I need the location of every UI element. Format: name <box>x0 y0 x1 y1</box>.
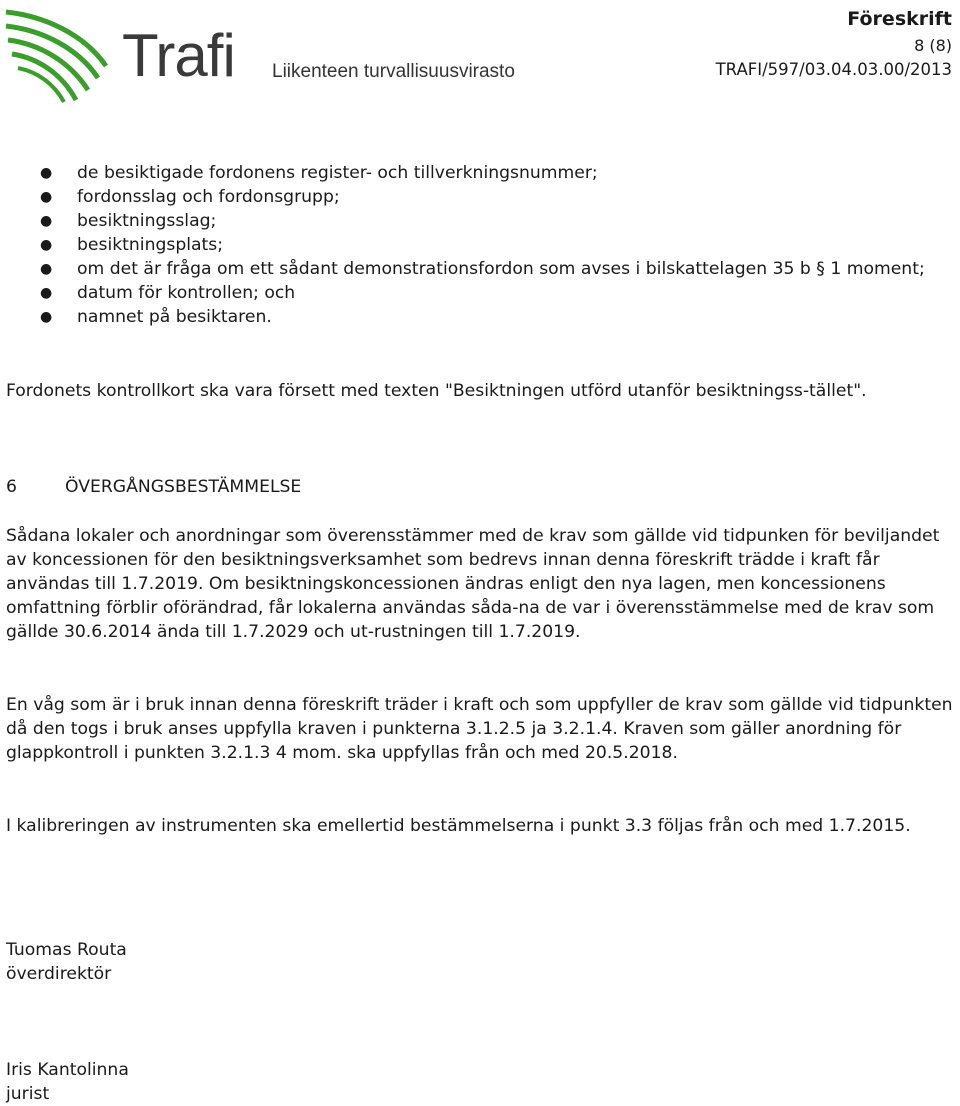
section-title: ÖVERGÅNGSBESTÄMMELSE <box>65 477 302 497</box>
signatory-1-name: Tuomas Routa <box>6 940 127 960</box>
list-item: ● besiktningsplats; <box>40 235 224 255</box>
bullet-icon: ● <box>40 285 53 301</box>
paragraph-transition-3: I kalibreringen av instrumenten ska emellertid bestämmelserna i punkt 3.3 följas från och med 1.7.2015. <box>6 816 911 836</box>
document-reference: TRAFI/597/03.04.03.00/2013 <box>715 60 952 79</box>
signatory-1-title: överdirektör <box>6 964 112 984</box>
list-item: ● namnet på besiktaren. <box>40 307 272 327</box>
signatory-2-title: jurist <box>6 1084 50 1104</box>
signatory-2-name: Iris Kantolinna <box>6 1060 129 1080</box>
paragraph-kontrollkort: Fordonets kontrollkort ska vara försett med texten "Besiktningen utförd utanför besiktningss-tället". <box>6 381 867 401</box>
paragraph-transition-2: En våg som är i bruk innan denna föreskrift träder i kraft och som uppfyller de krav som gällde vid tidpunkten då den togs i bruk anses uppfylla kraven i punkterna 3.1.2.5 ja 3.2.1.4. Kraven som gäller anordning för glappkontroll i punkten 3.2.1.3 4 mom. ska uppfyllas från och med 20.5.2018. <box>6 695 953 763</box>
list-item: ● datum för kontrollen; och <box>40 283 296 303</box>
bullet-icon: ● <box>40 213 53 229</box>
bullet-icon: ● <box>40 189 53 205</box>
logo-agency-name: Liikenteen turvallisuusvirasto <box>272 61 515 82</box>
logo-wordmark: Trafi <box>122 22 235 89</box>
list-item: ● om det är fråga om ett sådant demonstrationsfordon som avses i bilskattelagen 35 b § 1 moment; <box>40 259 925 279</box>
section-number: 6 <box>6 477 17 497</box>
bullet-icon: ● <box>40 261 53 277</box>
paragraph-transition-1: Sådana lokaler och anordningar som överensstämmer med de krav som gällde vid tidpunken för beviljandet av koncessionen för den besiktningsverksamhet som bedrevs innan denna föreskrift trädde i kraft får användas till 1.7.2019. Om besiktningskoncessionen ändras enligt den nya lagen, men koncessionens omfattning förblir oförändrad, får lokalerna användas såda-na de var i överensstämmelse med de krav som gällde 30.6.2014 ända till 1.7.2029 och ut-rustningen till 1.7.2019. <box>6 526 940 642</box>
document-type: Föreskrift <box>847 8 952 30</box>
bullet-icon: ● <box>40 309 53 325</box>
bullet-icon: ● <box>40 165 53 181</box>
requirements-list <box>40 161 955 329</box>
list-item: ● besiktningsslag; <box>40 211 217 231</box>
list-item: ● de besiktigade fordonens register- och tillverkningsnummer; <box>40 163 598 183</box>
section-heading <box>6 475 301 499</box>
list-item: ● fordonsslag och fordonsgrupp; <box>40 187 340 207</box>
bullet-icon: ● <box>40 237 53 253</box>
page-number: 8 (8) <box>914 36 952 55</box>
trafi-logo <box>4 4 524 104</box>
trafi-swoosh-icon <box>4 4 124 104</box>
